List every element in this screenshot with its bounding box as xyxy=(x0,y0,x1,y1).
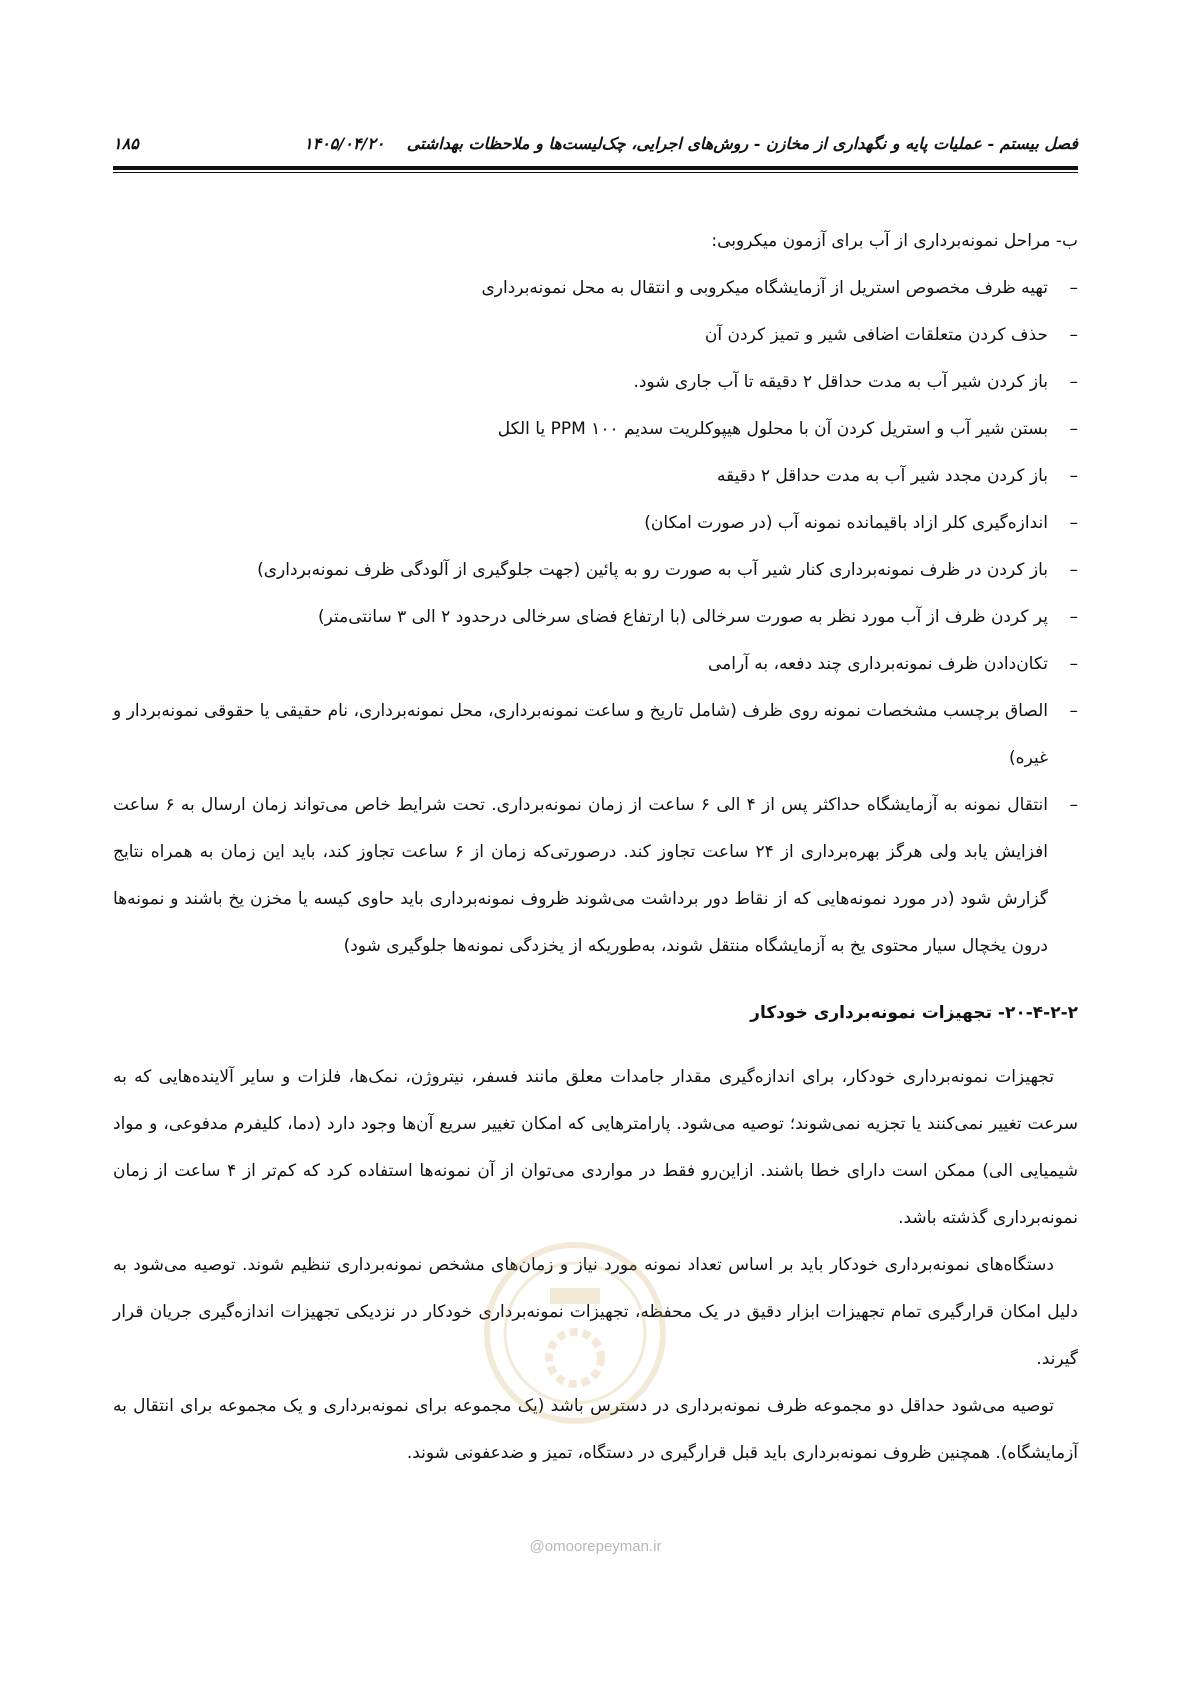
paragraph: تجهیزات نمونه‌برداری خودکار، برای اندازه‌گیری مقدار جامدات معلق مانند فسفر، نیتروژن، نمک‌ها، فلزات و سایر آلاینده‌هایی که به سرعت تغییر نمی‌کنند یا تجزیه نمی‌شوند؛ توصیه می‌شود. پارامترهایی که امکان تغییر سریع آن‌ها وجود دارد (دما، کلیفرم مدفوعی، و مواد شیمیایی الی) ممکن است دارای خطا باشند. ازاین‌رو فقط در مواردی می‌توان از آن نمونه‌ها استفاده کرد که کم‌تر از ۴ ساعت از زمان نمونه‌برداری گذشته باشد. xyxy=(113,1067,1078,1228)
watermark-url: @omoorepeyman.ir xyxy=(529,1538,662,1555)
section-b-heading: ب- مراحل نمونه‌برداری از آب برای آزمون میکروبی: xyxy=(711,231,1078,251)
paragraph: دستگاه‌های نمونه‌برداری خودکار باید بر اساس تعداد نمونه مورد نیاز و زمان‌های مشخص نمونه‌برداری تنظیم شوند. توصیه می‌شود به دلیل امکان قرارگیری تمام تجهیزات ابزار دقیق در یک محفظه، تجهیزات نمونه‌برداری خودکار در نزدیکی تجهیزات اندازه‌گیری جریان قرار گیرند. xyxy=(113,1255,1078,1369)
paragraph: توصیه می‌شود حداقل دو مجموعه ظرف نمونه‌برداری در دسترس باشد (یک مجموعه برای نمونه‌برداری و یک مجموعه برای انتقال به آزمایشگاه). همچنین ظروف نمونه‌برداری باید قبل قرارگیری در دستگاه، تمیز و ضدعفونی شوند. xyxy=(113,1396,1078,1463)
list-item: – تهیه ظرف مخصوص استریل از آزمایشگاه میکروبی و انتقال به محل نمونه‌برداری xyxy=(113,265,1048,312)
header-rule-thin xyxy=(113,172,1078,173)
list-item: – حذف کردن متعلقات اضافی شیر و تمیز کردن آن xyxy=(113,312,1048,359)
page-header xyxy=(113,130,1078,156)
header-title: فصل بیستم - عملیات پایه و نگهداری از مخازن - روش‌های اجرایی، چک‌لیست‌ها و ملاحظات بهداشتی xyxy=(406,133,1078,153)
header-rule-thick xyxy=(113,166,1078,170)
header-date: ۱۴۰۵/۰۴/۲۰ xyxy=(304,133,385,153)
sampling-steps-list xyxy=(113,265,1078,970)
list-item: – تکان‌دادن ظرف نمونه‌برداری چند دفعه، به آرامی xyxy=(113,641,1048,688)
list-item: – الصاق برچسب مشخصات نمونه روی ظرف (شامل تاریخ و ساعت نمونه‌برداری، محل نمونه‌برداری، نام حقیقی یا حقوقی نمونه‌بردار و غیره) xyxy=(113,688,1048,782)
list-item: – باز کردن مجدد شیر آب به مدت حداقل ۲ دقیقه xyxy=(113,453,1048,500)
list-item: – باز کردن در ظرف نمونه‌برداری کنار شیر آب به صورت رو به پائین (جهت جلوگیری از آلودگی ظرف نمونه‌برداری) xyxy=(113,547,1048,594)
list-item: – پر کردن ظرف از آب مورد نظر به صورت سرخالی (با ارتفاع فضای سرخالی درحدود ۲ الی ۳ سانتی‌متر) xyxy=(113,594,1048,641)
list-item: – اندازه‌گیری کلر ازاد باقیمانده نمونه آب (در صورت امکان) xyxy=(113,500,1048,547)
watermark-logo-icon xyxy=(480,1238,670,1428)
list-item: – باز کردن شیر آب به مدت حداقل ۲ دقیقه تا آب جاری شود. xyxy=(113,359,1048,406)
section-heading-auto-sampling: ۲۰-۴-۲-۲- تجهیزات نمونه‌برداری خودکار xyxy=(750,1003,1078,1023)
header-title-group xyxy=(304,134,1078,153)
list-item: – بستن شیر آب و استریل کردن آن با محلول هیپوکلریت سدیم PPM ۱۰۰ یا الکل xyxy=(113,406,1048,453)
page-number: ۱۸۵ xyxy=(113,133,139,153)
list-item: – انتقال نمونه به آزمایشگاه حداکثر پس از ۴ الی ۶ ساعت از زمان نمونه‌برداری. تحت شرایط خاص می‌تواند زمان ارسال به ۶ ساعت افزایش یابد ولی هرگز بهره‌برداری از ۲۴ ساعت تجاوز کند. درصورتی‌که زمان از ۶ ساعت تجاوز کند، باید این زمان به همراه نتایج گزارش شود (در مورد نمونه‌هایی که از نقاط دور برداشت می‌شوند ظروف نمونه‌برداری باید حاوی کیسه یا مخزن یخ باشند و نمونه‌ها درون یخچال سیار محتوی یخ به آزمایشگاه منتقل شوند، به‌طوریکه از یخزدگی نمونه‌ها جلوگیری شود) xyxy=(113,782,1048,970)
